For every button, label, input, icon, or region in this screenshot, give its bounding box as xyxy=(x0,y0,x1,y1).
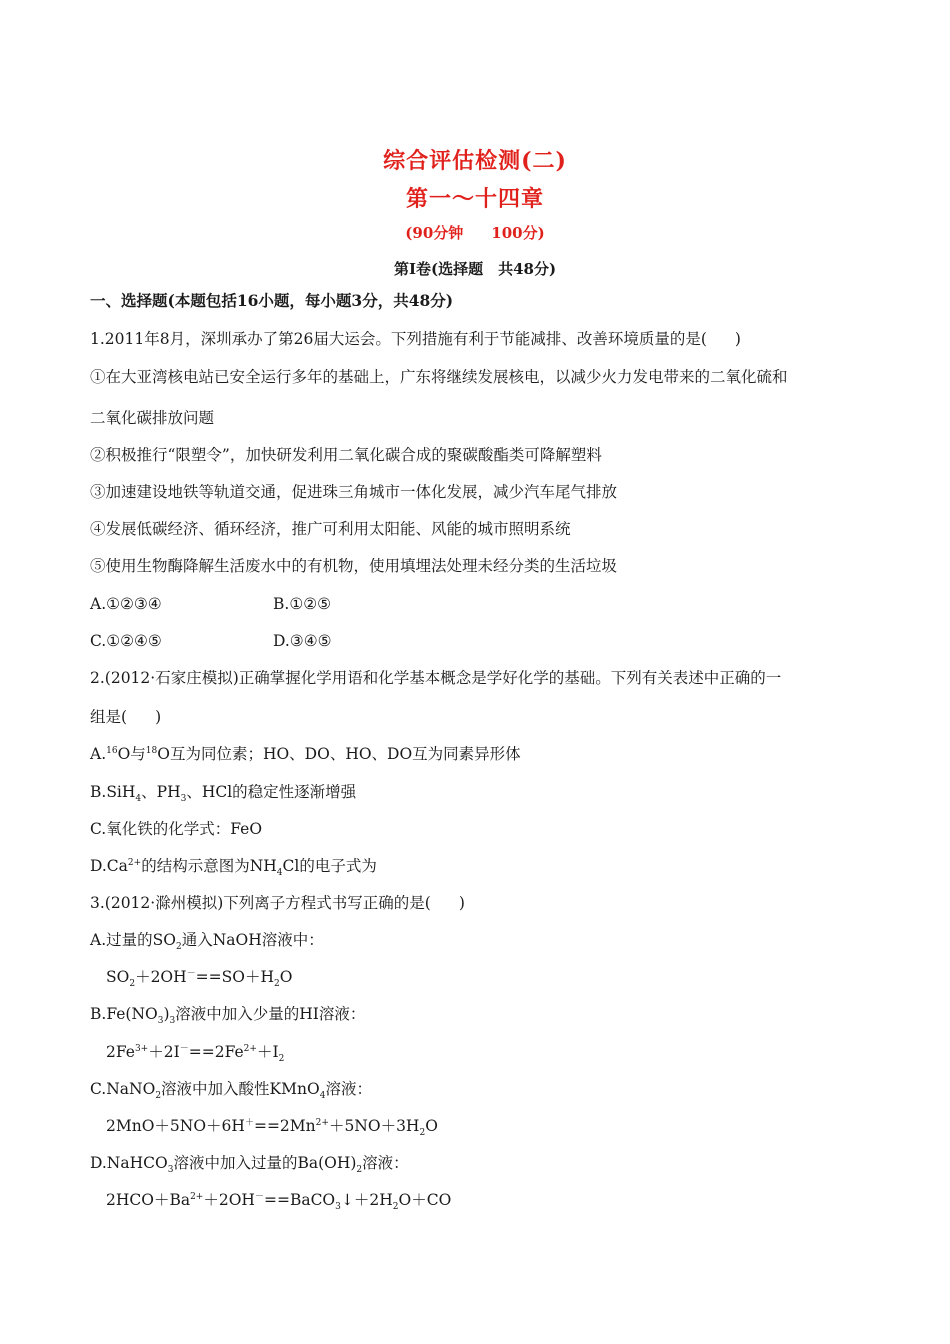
subscript: 2 xyxy=(155,1091,162,1102)
q1-stem-text: 1.2011年8月，深圳承办了第26届大运会。下列措施有利于节能减排、改善环境质量的是( xyxy=(90,330,707,348)
eq-part: O xyxy=(425,1117,438,1135)
q3-option-c xyxy=(90,1079,372,1102)
q2-a-text1: O与 xyxy=(117,745,146,763)
mass-number: 18 xyxy=(145,745,158,756)
eq-part: ==2Fe xyxy=(188,1043,244,1061)
q3-b-text2: 溶液中加入少量的HI溶液： xyxy=(175,1005,366,1023)
eq-part: ==SO＋H xyxy=(195,968,274,986)
subscript: 4 xyxy=(319,1091,326,1102)
q3-a-text1: 通入NaOH溶液中： xyxy=(181,931,324,949)
q3-b-text1: ) xyxy=(163,1005,170,1023)
q2-stem-cont xyxy=(90,707,161,727)
q3-stem-close: ) xyxy=(458,894,465,912)
eq-part: ↓＋2H xyxy=(340,1191,393,1209)
eq-part: ＋2OH xyxy=(135,968,187,986)
charge: － xyxy=(254,1191,264,1202)
q2-option-d xyxy=(90,856,377,879)
q3-d-equation xyxy=(106,1190,452,1213)
q3-option-b xyxy=(90,1004,366,1027)
eq-part: ＋5NO＋3H xyxy=(328,1117,420,1135)
charge: 3+ xyxy=(134,1043,149,1054)
eq-part: ＋I xyxy=(256,1043,279,1061)
q3-option-a xyxy=(90,930,324,953)
subscript: 2 xyxy=(274,979,280,990)
time-label: (90分钟 xyxy=(405,224,464,242)
eq-part: O＋CO xyxy=(398,1191,452,1209)
volume-label: 第Ⅰ卷(选择题 共48分) xyxy=(393,260,557,278)
subscript: 3 xyxy=(157,1016,164,1027)
subscript: 4 xyxy=(276,868,283,879)
q3-c-text2: 溶液： xyxy=(325,1080,372,1098)
score-label: 100分) xyxy=(491,224,545,242)
charge: － xyxy=(186,968,196,979)
q2-a-text2: O互为同位素；HO、DO、HO、DO互为同素异形体 xyxy=(157,745,521,763)
subscript: 3 xyxy=(167,1165,174,1176)
charge: ＋ xyxy=(244,1117,254,1128)
q1-stem xyxy=(90,329,741,349)
q2-b-text0: B.SiH xyxy=(90,783,136,801)
charge: 2+ xyxy=(243,1043,257,1054)
exam-duration-score xyxy=(0,222,950,243)
subscript: 2 xyxy=(356,1165,363,1176)
q2-stem-text: 组是( xyxy=(90,708,128,726)
q3-a-text0: A.过量的SO xyxy=(90,931,176,949)
eq-part: ==2Mn xyxy=(253,1117,316,1135)
subscript: 3 xyxy=(180,794,187,805)
eq-part: ==BaCO xyxy=(263,1191,336,1209)
mass-number: 16 xyxy=(106,745,118,756)
q1-item-2: ②积极推行“限塑令”，加快研发利用二氧化碳合成的聚碳酸酯类可降解塑料 xyxy=(90,446,602,464)
subscript: 3 xyxy=(169,1016,176,1027)
subscript: 2 xyxy=(175,942,182,953)
charge: 2+ xyxy=(127,857,142,868)
eq-part: O xyxy=(279,968,293,986)
q2-stem-close: ) xyxy=(155,708,162,726)
q2-option-b xyxy=(90,782,357,805)
q3-d-text1: 溶液中加入过量的Ba(OH) xyxy=(173,1154,357,1172)
q2-d-text0: D.Ca xyxy=(90,857,128,875)
q2-option-c: C.氧化铁的化学式：FeO xyxy=(90,820,263,838)
charge: － xyxy=(179,1043,189,1054)
q3-c-text1: 溶液中加入酸性KMnO xyxy=(161,1080,320,1098)
q1-option-a: A.①②③④ xyxy=(90,595,162,613)
q2-d-text2: Cl的电子式为 xyxy=(282,857,377,875)
q1-option-c: C.①②④⑤ xyxy=(90,632,162,650)
q1-item-3: ③加速建设地铁等轨道交通，促进珠三角城市一体化发展，减少汽车尾气排放 xyxy=(90,483,618,501)
q1-item-5: ⑤使用生物酶降解生活废水中的有机物，使用填埋法处理未经分类的生活垃圾 xyxy=(90,557,618,575)
eq-part: ＋2OH xyxy=(203,1191,255,1209)
eq-part: ＋2I xyxy=(148,1043,180,1061)
q2-a-label: A. xyxy=(90,745,107,763)
subscript: 4 xyxy=(135,794,142,805)
section-heading: 一、选择题(本题包括16小题，每小题3分，共48分) xyxy=(90,291,454,310)
q1-item-4: ④发展低碳经济、循环经济，推广可利用太阳能、风能的城市照明系统 xyxy=(90,520,571,538)
eq-part: 2Fe xyxy=(106,1043,135,1061)
subscript: 2 xyxy=(419,1128,426,1139)
q3-option-d xyxy=(90,1153,409,1176)
subscript: 2 xyxy=(278,1054,285,1065)
q3-c-equation xyxy=(106,1116,438,1139)
q1-item-1: ①在大亚湾核电站已安全运行多年的基础上，广东将继续发展核电，以减少火力发电带来的二氧化硫和 xyxy=(90,368,788,386)
q1-option-d: D.③④⑤ xyxy=(273,632,332,650)
q2-b-text2: 、HCl的稳定性逐渐增强 xyxy=(186,783,357,801)
q3-b-equation xyxy=(106,1042,285,1065)
q1-item-1-cont: 二氧化碳排放问题 xyxy=(90,409,215,427)
subscript: 2 xyxy=(129,979,136,990)
q3-stem-text: 3.(2012·滁州模拟)下列离子方程式书写正确的是( xyxy=(90,894,431,912)
charge: 2+ xyxy=(315,1117,329,1128)
exam-title: 综合评估检测(二) xyxy=(383,148,567,174)
q1-option-b: B.①②⑤ xyxy=(273,595,332,613)
q2-d-text1: 的结构示意图为NH xyxy=(141,857,277,875)
eq-part: 2HCO＋Ba xyxy=(106,1191,191,1209)
q2-b-text1: 、PH xyxy=(141,783,181,801)
q3-a-equation xyxy=(106,967,293,990)
q3-d-text0: D.NaHCO xyxy=(90,1154,168,1172)
q3-stem xyxy=(90,893,465,913)
subscript: 3 xyxy=(335,1202,341,1213)
q2-option-a xyxy=(90,744,521,764)
eq-part: SO xyxy=(106,968,130,986)
q2-stem: 2.(2012·石家庄模拟)正确掌握化学用语和化学基本概念是学好化学的基础。下列有关表述中正确的一 xyxy=(90,669,782,687)
q3-c-text0: C.NaNO xyxy=(90,1080,156,1098)
subscript: 2 xyxy=(392,1202,399,1213)
charge: 2+ xyxy=(190,1191,204,1202)
q3-d-text2: 溶液： xyxy=(362,1154,409,1172)
q1-stem-close: ) xyxy=(734,330,741,348)
exam-subtitle: 第一～十四章 xyxy=(405,186,544,212)
eq-part: 2MnO＋5NO＋6H xyxy=(106,1117,245,1135)
q3-b-text0: B.Fe(NO xyxy=(90,1005,158,1023)
